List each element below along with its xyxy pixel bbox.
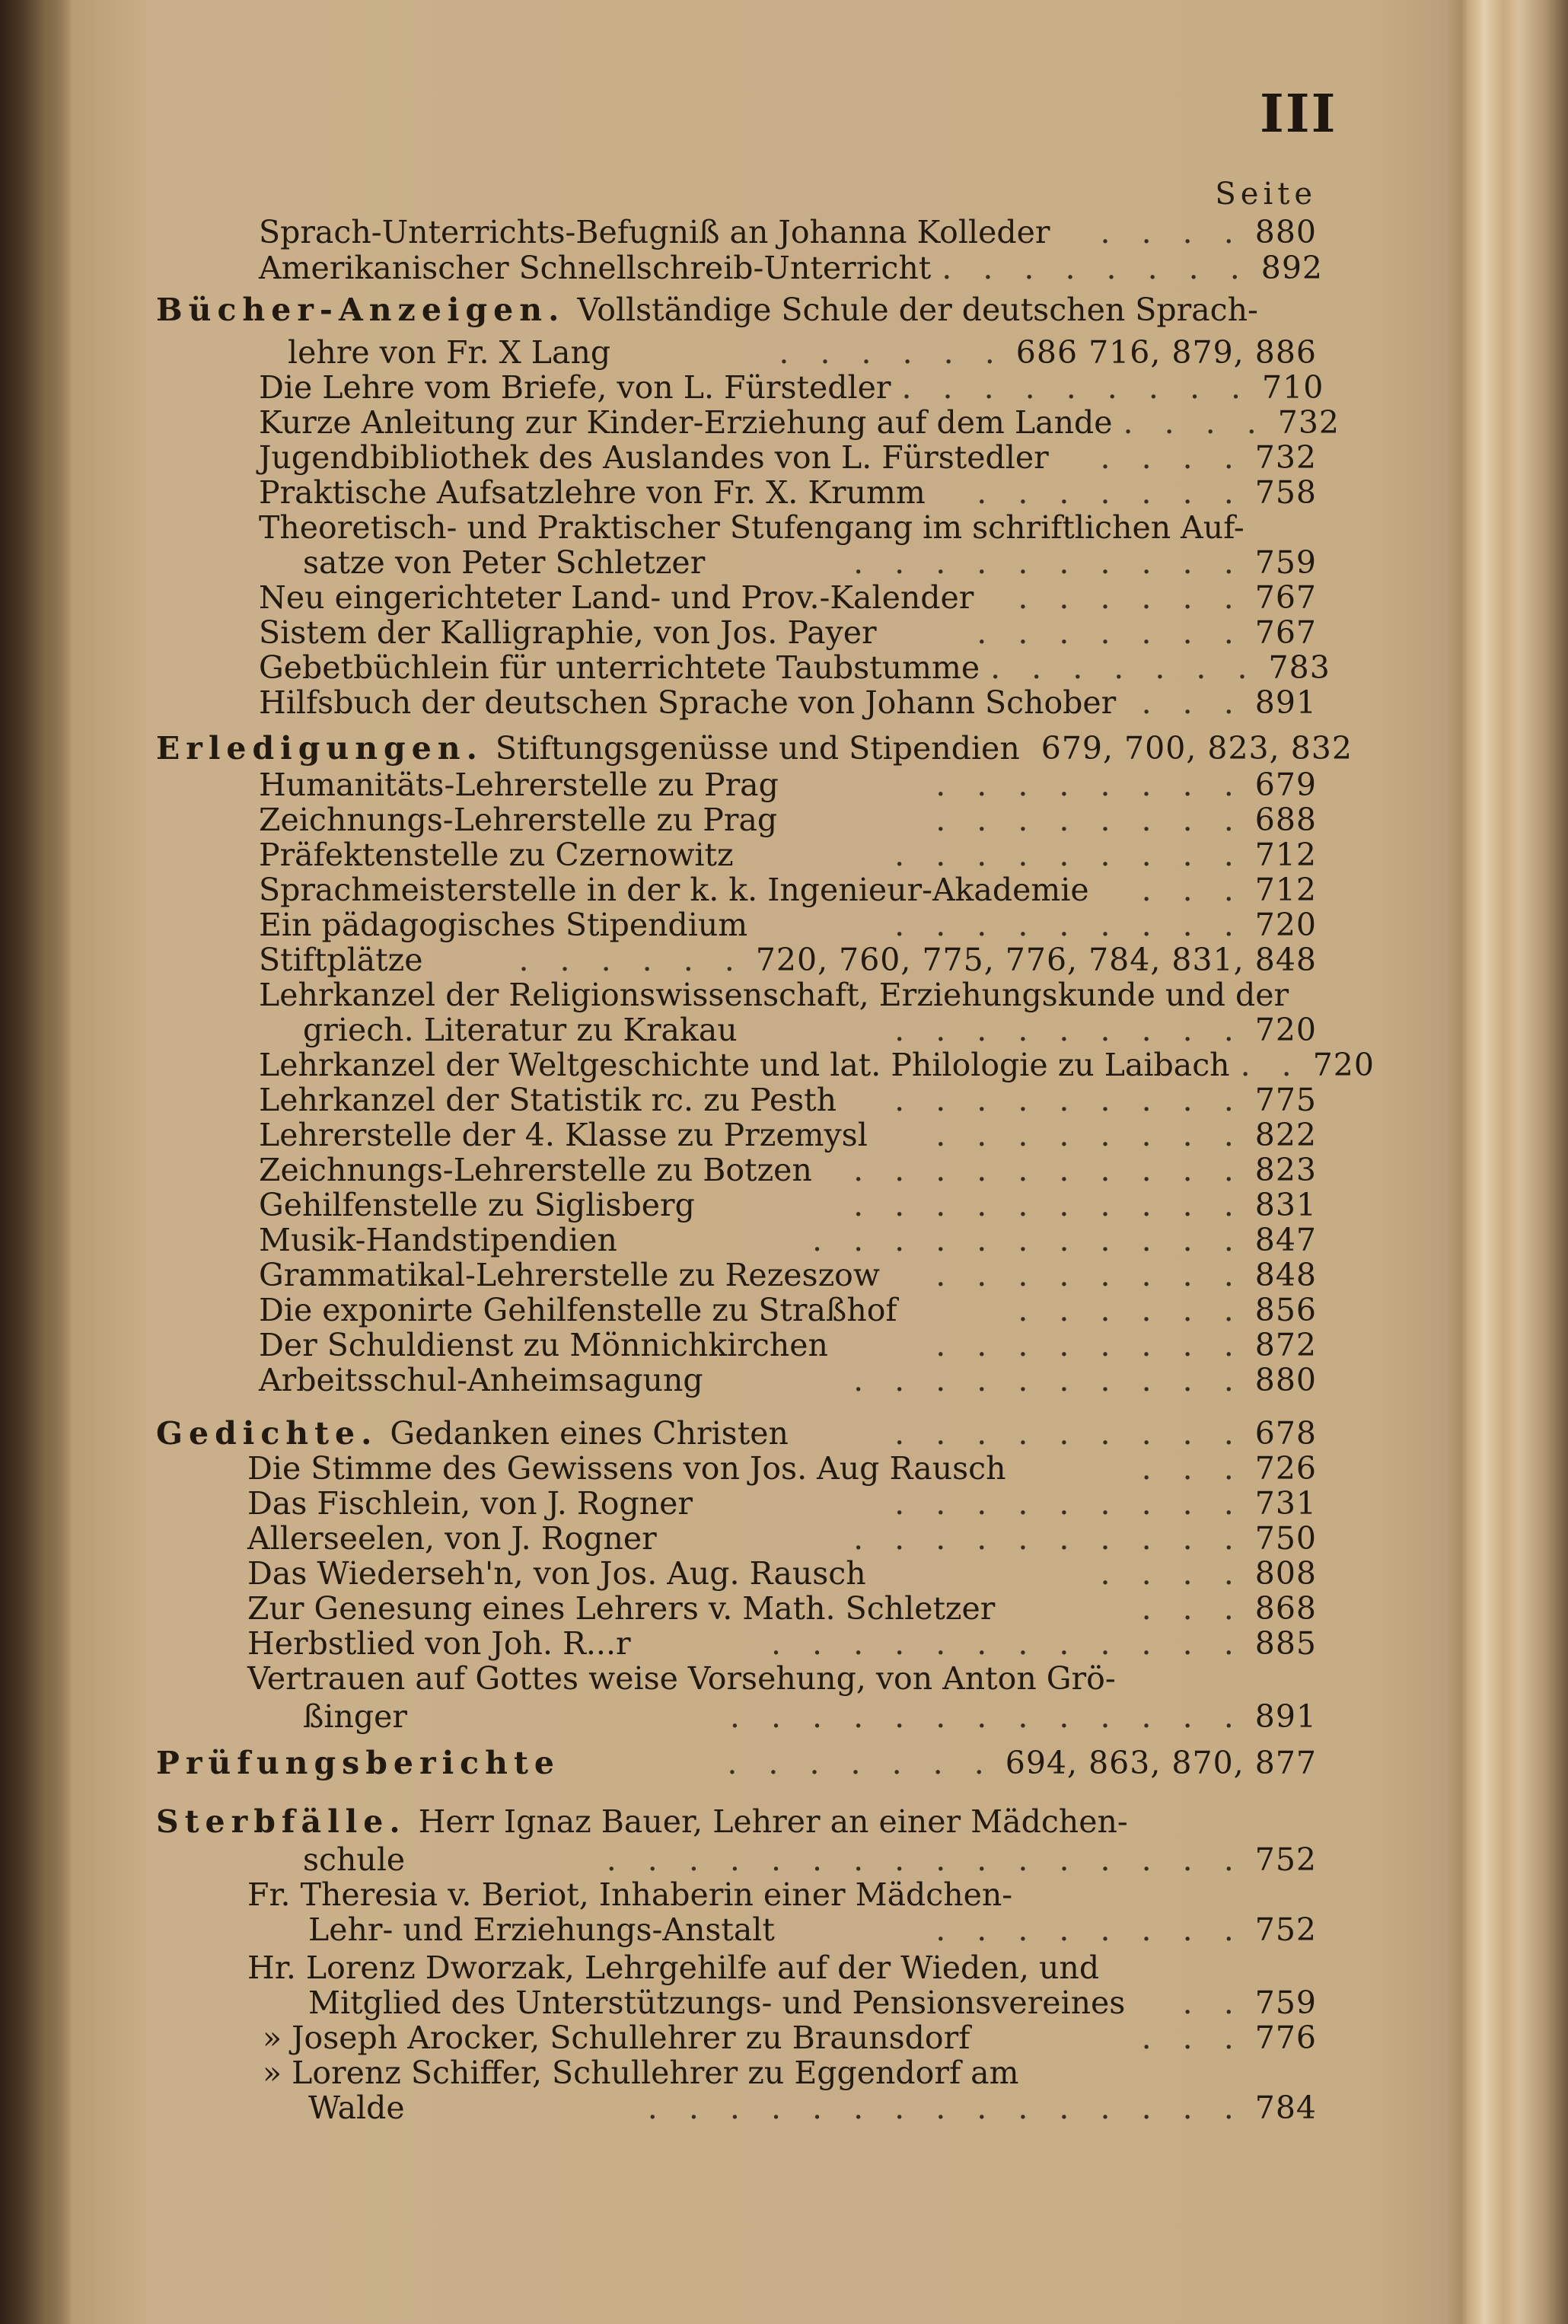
index-line: Erledigungen. Stiftungsgenüsse und Stipendien 679, 700, 823, 832 (156, 730, 1353, 767)
index-line: Grammatikal-Lehrerstelle zu Rezeszow . . . . . . . . 848 (259, 1257, 1317, 1293)
index-line: Lehrkanzel der Religionswissenschaft, Erziehungskunde und der (259, 977, 1289, 1013)
index-line: Gebetbüchlein für unterrichtete Taubstumme . . . . . . . 783 (259, 649, 1331, 686)
index-line: Lehrerstelle der 4. Klasse zu Przemysl . . . . . . . . 822 (259, 1117, 1317, 1153)
index-line: griech. Literatur zu Krakau . . . . . . . . . 720 (303, 1012, 1317, 1048)
index-line: Kurze Anleitung zur Kinder-Erziehung auf dem Lande . . . . 732 (259, 404, 1340, 441)
index-line: Gehilfenstelle zu Siglisberg . . . . . . . . . . 831 (259, 1187, 1317, 1223)
index-line: Zeichnungs-Lehrerstelle zu Prag . . . . . . . . 688 (259, 802, 1317, 838)
index-line: Amerikanischer Schnellschreib-Unterricht . . . . . . . . 892 (259, 250, 1324, 286)
index-line: Lehrkanzel der Weltgeschichte und lat. Philologie zu Laibach . . 720 (259, 1047, 1375, 1083)
index-line: » Joseph Arocker, Schullehrer zu Braunsdorf . . . 776 (263, 2020, 1317, 2056)
index-line: Zur Genesung eines Lehrers v. Math. Schletzer . . . 868 (247, 1590, 1317, 1627)
index-line: Sprach-Unterrichts-Befugniß an Johanna Kolleder . . . . 880 (259, 214, 1317, 250)
index-line: Hr. Lorenz Dworzak, Lehrgehilfe auf der Wieden, und (247, 1949, 1100, 1986)
index-line: Arbeitsschul-Anheimsagung . . . . . . . . . . 880 (259, 1362, 1317, 1398)
index-line: Musik-Handstipendien . . . . . . . . . . . 847 (259, 1222, 1317, 1258)
index-line: Neu eingerichteter Land- und Prov.-Kalender . . . . . . 767 (259, 579, 1317, 616)
index-line: Die exponirte Gehilfenstelle zu Straßhof . . . . . . 856 (259, 1292, 1317, 1328)
section-heading: Sterbfälle. (156, 1803, 406, 1840)
index-line: Praktische Aufsatzlehre von Fr. X. Krumm . . . . . . . 758 (259, 474, 1317, 511)
index-line: Das Fischlein, von J. Rogner . . . . . . . . . 731 (247, 1485, 1317, 1522)
section-heading: Erledigungen. (156, 730, 483, 767)
index-line: lehre von Fr. X Lang . . . . . . 686 716, 879, 886 (288, 334, 1317, 371)
index-line: Die Lehre vom Briefe, von L. Fürstedler . . . . . . . . . 710 (259, 369, 1324, 406)
index-line: Gedichte. Gedanken eines Christen . . . . . . . . . 678 (156, 1415, 1317, 1452)
page-number: III (1260, 84, 1337, 145)
index-line: ßinger . . . . . . . . . . . . . 891 (303, 1698, 1317, 1735)
index-line: Bücher-Anzeigen. Vollständige Schule der deutschen Sprach- (156, 292, 1258, 328)
column-header-seite: Seite (1215, 177, 1317, 212)
index-line: Allerseelen, von J. Rogner . . . . . . . . . . 750 (247, 1520, 1317, 1557)
index-line: Hilfsbuch der deutschen Sprache von Johann Schober . . . 891 (259, 684, 1317, 721)
index-line: Lehr- und Erziehungs-Anstalt . . . . . . . . 752 (308, 1911, 1317, 1948)
section-heading: Prüfungsberichte (156, 1745, 560, 1781)
index-line: Humanitäts-Lehrerstelle zu Prag . . . . . . . . 679 (259, 767, 1317, 803)
index-line: Zeichnungs-Lehrerstelle zu Botzen . . . . . . . . . . 823 (259, 1152, 1317, 1188)
index-line: satze von Peter Schletzer . . . . . . . . . . 759 (303, 544, 1317, 581)
index-line: Lehrkanzel der Statistik rc. zu Pesth . . . . . . . . . 775 (259, 1082, 1317, 1118)
index-line: » Lorenz Schiffer, Schullehrer zu Eggendorf am (263, 2055, 1019, 2091)
index-line: schule . . . . . . . . . . . . . . . . 752 (303, 1841, 1317, 1878)
index-line: Walde . . . . . . . . . . . . . . . 784 (308, 2090, 1317, 2126)
page-gutter (0, 0, 72, 2324)
index-line: Präfektenstelle zu Czernowitz . . . . . . . . . 712 (259, 837, 1317, 873)
index-line: Sprachmeisterstelle in der k. k. Ingenieur-Akademie . . . 712 (259, 872, 1317, 908)
index-line: Sterbfälle. Herr Ignaz Bauer, Lehrer an einer Mädchen- (156, 1803, 1128, 1840)
index-line: Mitglied des Unterstützungs- und Pensionsvereines . . 759 (308, 1984, 1317, 2021)
index-line: Prüfungsberichte . . . . . . . 694, 863, 870, 877 (156, 1745, 1317, 1781)
index-line: Sistem der Kalligraphie, von Jos. Payer . . . . . . . 767 (259, 614, 1317, 651)
index-line: Der Schuldienst zu Mönnichkirchen . . . . . . . . 872 (259, 1327, 1317, 1363)
section-heading: Gedichte. (156, 1415, 378, 1452)
index-line: Theoretisch- und Praktischer Stufengang im schriftlichen Auf- (259, 509, 1245, 546)
index-line: Jugendbibliothek des Auslandes von L. Fürstedler . . . . 732 (259, 439, 1317, 476)
index-line: Ein pädagogisches Stipendium . . . . . . . . . 720 (259, 907, 1317, 943)
index-line: Das Wiederseh'n, von Jos. Aug. Rausch . . . . 808 (247, 1555, 1317, 1592)
section-heading: Bücher-Anzeigen. (156, 292, 566, 328)
index-line: Herbstlied von Joh. R...r . . . . . . . . . . . . 885 (247, 1625, 1317, 1662)
index-line: Stiftplätze . . . . . . 720, 760, 775, 776, 784, 831, 848 (259, 942, 1317, 978)
index-line: Die Stimme des Gewissens von Jos. Aug Rausch . . . 726 (247, 1450, 1317, 1487)
index-line: Vertrauen auf Gottes weise Vorsehung, von Anton Grö- (247, 1660, 1116, 1697)
index-line: Fr. Theresia v. Beriot, Inhaberin einer Mädchen- (247, 1876, 1013, 1913)
